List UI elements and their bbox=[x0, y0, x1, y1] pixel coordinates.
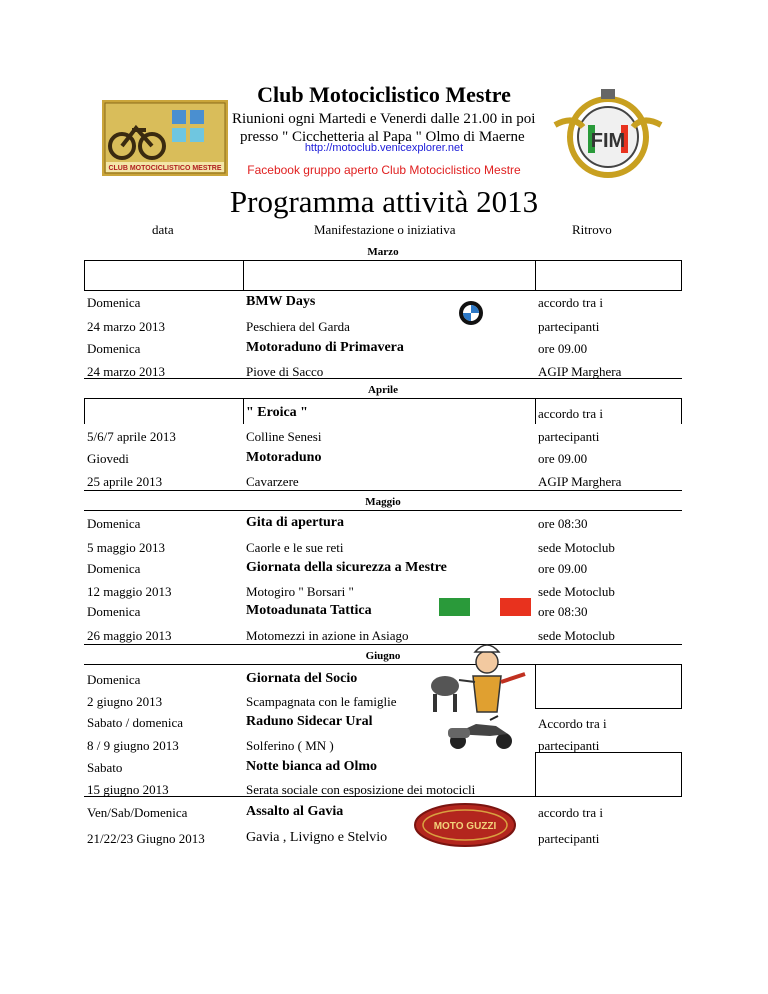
row-m1-meet1: accordo tra i bbox=[538, 295, 603, 310]
row-g3-day: Domenica bbox=[87, 604, 141, 619]
row-j4-day: Ven/Sab/Domenica bbox=[87, 805, 188, 820]
row-m2-place: Piove di Sacco bbox=[246, 364, 324, 379]
row-a2-place: Cavarzere bbox=[246, 474, 299, 489]
row-g1-meet2: sede Motoclub bbox=[538, 540, 615, 555]
row-g3-date: 26 maggio 2013 bbox=[87, 628, 172, 643]
row-a1-place: Colline Senesi bbox=[246, 429, 322, 444]
row-g3-place: Motomezzi in azione in Asiago bbox=[246, 628, 409, 643]
row-m1-meet2: partecipanti bbox=[538, 319, 600, 334]
row-a2-meet2: AGIP Marghera bbox=[538, 474, 622, 489]
club-name: Club Motociclistico Mestre bbox=[257, 82, 511, 107]
sidecar-motorcycle-icon bbox=[446, 712, 516, 750]
row-g3-meet1: ore 08:30 bbox=[538, 604, 588, 619]
row-m1-day: Domenica bbox=[87, 295, 141, 310]
row-a1-meet2: partecipanti bbox=[538, 429, 600, 444]
row-m1-date: 24 marzo 2013 bbox=[87, 319, 165, 334]
row-j2-day: Sabato / domenica bbox=[87, 715, 184, 730]
row-m2-meet1: ore 09.00 bbox=[538, 341, 588, 356]
row-j4-date: 21/22/23 Giugno 2013 bbox=[87, 831, 205, 846]
row-j3-event: Notte bianca ad Olmo bbox=[246, 759, 378, 774]
row-g2-date: 12 maggio 2013 bbox=[87, 584, 172, 599]
row-j1-day: Domenica bbox=[87, 672, 141, 687]
moto-guzzi-text: MOTO GUZZI bbox=[433, 821, 497, 832]
column-date: data bbox=[152, 222, 174, 237]
club-logo-text: CLUB MOTOCICLISTICO MESTRE bbox=[108, 165, 222, 172]
row-j4-meet2: partecipanti bbox=[538, 831, 600, 846]
barbecue-chef-icon bbox=[425, 642, 531, 716]
row-a1-meet1: accordo tra i bbox=[538, 406, 603, 421]
row-a2-day: Giovedi bbox=[87, 451, 129, 466]
month-aprile: Aprile bbox=[368, 384, 398, 396]
row-j1-date: 2 giugno 2013 bbox=[87, 694, 163, 709]
row-g2-meet2: sede Motoclub bbox=[538, 584, 615, 599]
row-g1-date: 5 maggio 2013 bbox=[87, 540, 165, 555]
row-j3-day: Sabato bbox=[87, 760, 123, 775]
row-a2-event: Motoraduno bbox=[246, 450, 322, 465]
column-event: Manifestazione o iniziativa bbox=[314, 222, 456, 237]
row-j4-meet1: accordo tra i bbox=[538, 805, 603, 820]
row-j3-place: Serata sociale con esposizione dei motocicli bbox=[246, 782, 476, 797]
row-j4-event: Assalto al Gavia bbox=[246, 804, 344, 819]
row-j1-place: Scampagnata con le famiglie bbox=[246, 694, 397, 709]
row-m2-event: Motoraduno di Primavera bbox=[246, 340, 404, 355]
website-link[interactable]: http://motoclub.venicexplorer.net bbox=[304, 142, 464, 154]
moto-guzzi-logo bbox=[413, 802, 517, 848]
facebook-group: Facebook gruppo aperto Club Motociclistico Mestre bbox=[247, 163, 521, 177]
row-m2-date: 24 marzo 2013 bbox=[87, 364, 165, 379]
row-g2-day: Domenica bbox=[87, 561, 141, 576]
row-j2-event: Raduno Sidecar Ural bbox=[246, 714, 373, 729]
row-g1-meet1: ore 08:30 bbox=[538, 516, 588, 531]
row-a2-meet1: ore 09.00 bbox=[538, 451, 588, 466]
meeting-info bbox=[232, 110, 535, 146]
bmw-logo-icon bbox=[458, 300, 484, 326]
row-m2-day: Domenica bbox=[87, 341, 141, 356]
row-j2-meet2: partecipanti bbox=[538, 738, 600, 753]
program-title: Programma attività 2013 bbox=[229, 184, 539, 219]
row-g1-day: Domenica bbox=[87, 516, 141, 531]
row-m1-place: Peschiera del Garda bbox=[246, 319, 350, 334]
row-g2-meet1: ore 09.00 bbox=[538, 561, 588, 576]
meeting-line-1: Riunioni ogni Martedi e Venerdi dalle 21.00 in poi bbox=[232, 111, 536, 127]
row-m1-event: BMW Days bbox=[246, 294, 316, 309]
month-giugno: Giugno bbox=[365, 650, 401, 662]
fim-logo-text: FIM bbox=[590, 130, 626, 152]
row-a2-date: 25 aprile 2013 bbox=[87, 474, 163, 489]
row-g2-event: Giornata della sicurezza a Mestre bbox=[246, 560, 447, 575]
row-g2-place: Motogiro " Borsari " bbox=[246, 584, 354, 599]
row-j2-meet1: Accordo tra i bbox=[538, 716, 607, 731]
row-g3-event: Motoadunata Tattica bbox=[246, 603, 372, 618]
row-g3-meet2: sede Motoclub bbox=[538, 628, 615, 643]
row-j2-place: Solferino ( MN ) bbox=[246, 738, 334, 753]
month-marzo: Marzo bbox=[367, 246, 399, 258]
month-maggio: Maggio bbox=[365, 496, 401, 508]
column-meeting: Ritrovo bbox=[572, 222, 612, 237]
row-g1-event: Gita di apertura bbox=[246, 515, 344, 530]
row-j3-date: 15 giugno 2013 bbox=[87, 782, 169, 797]
row-j1-event: Giornata del Socio bbox=[246, 671, 358, 686]
row-g1-place: Caorle e le sue reti bbox=[246, 540, 344, 555]
row-a1-event: " Eroica " bbox=[246, 405, 308, 420]
row-a1-date: 5/6/7 aprile 2013 bbox=[87, 429, 176, 444]
row-j2-date: 8 / 9 giugno 2013 bbox=[87, 738, 179, 753]
row-m2-meet2: AGIP Marghera bbox=[538, 364, 622, 379]
italian-flag-icon bbox=[439, 598, 531, 616]
meeting-line-2: presso " Cicchetteria al Papa " Olmo di Maerne bbox=[240, 129, 525, 145]
row-j4-place: Gavia , Livigno e Stelvio bbox=[246, 830, 388, 845]
